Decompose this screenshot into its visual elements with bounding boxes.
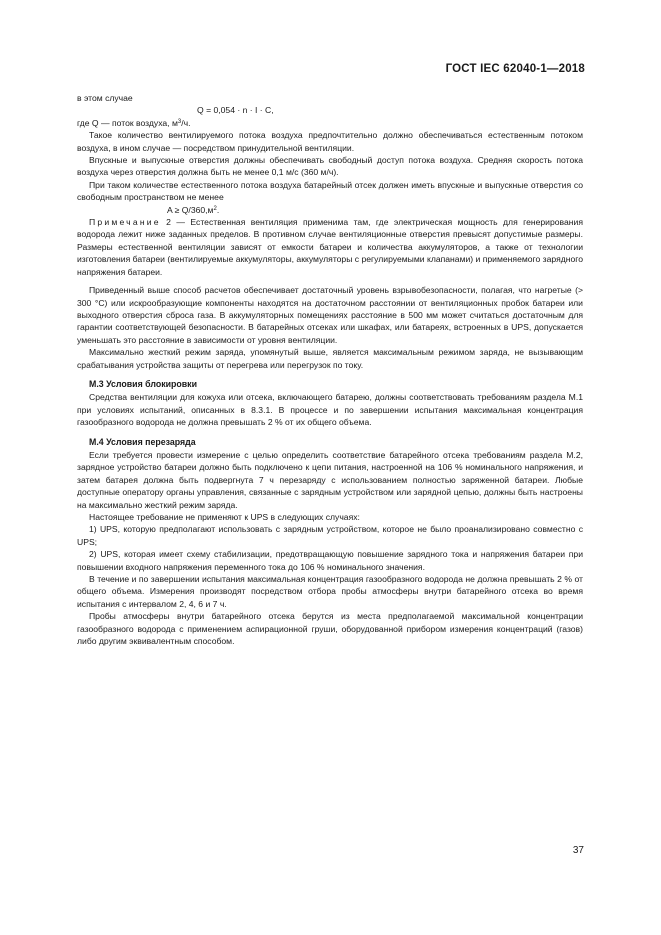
formula-area <box>77 204 583 216</box>
document-body <box>77 92 583 647</box>
page-number: 37 <box>572 845 584 856</box>
formula-end: . <box>216 204 220 215</box>
paragraph: Такое количество вентилируемого потока воздуха предпочтительно должно обеспечиваться естественным потоком воздуха, в ином случае — посредством принудительной вентиляции. <box>77 130 583 153</box>
paragraph: Впускные и выпускные отверстия должны обеспечивать свободный доступ потока воздуха. Средняя скорость потока воздуха через отверстия должна быть не менее 0,1 м/с (360 м/ч). <box>77 155 583 178</box>
paragraph: При таком количестве естественного потока воздуха батарейный отсек должен иметь впускные и выпускные отверстия со свободным пространством не менее <box>77 179 583 203</box>
section-heading-m3: М.3 Условия блокировки <box>89 378 197 389</box>
definition-text: где Q — поток воздуха, м <box>77 117 178 128</box>
paragraph: Пробы атмосферы внутри батарейного отсека берутся из места предполагаемой максимальной концентрации газообразного водорода с применением аспирационной груши, оборудованной прибором измерения концентраций (газов) либо другим эквивалентным способом. <box>77 611 583 647</box>
paragraph: Максимально жесткий режим заряда, упомянутый выше, является максимальным режимом заряда, не вызывающим срабатывания устройства защиты от перегрева или перегрузок по току. <box>77 347 583 370</box>
paragraph: В течение и по завершении испытания максимальная концентрация газообразного водорода не должна превышать 2 % от общего объема. Измерения производят посредством отбора пробы атмосферы внутри батарейного отсека во время испытания с интервалом 2, 4, 6 и 7 ч. <box>77 574 583 609</box>
definition-unit: /ч. <box>181 117 191 128</box>
paragraph: Настоящее требование не применяют к UPS в следующих случаях: <box>89 512 360 522</box>
formula-text: A ≥ Q/360,м <box>167 204 214 215</box>
superscript: 2 <box>213 205 217 212</box>
superscript: 3 <box>177 118 182 125</box>
paragraph: в этом случае <box>77 93 133 103</box>
list-item: 2) UPS, которая имеет схему стабилизации, предотвращающую повышение зарядного тока и напряжения батареи при повышении входного напряжения переменного тока до 106 % номинального значения. <box>77 549 583 572</box>
note-text: 2 — Естественная вентиляция применима там, где электрическая мощность для генерирования водорода лежит ниже заданных пределов. В противном случае вентиляционные отверстия превысят допустимые размеры. Размеры естественной вентиляции зависят от емкости батареи и количества аккумуляторов, а также от технологии изготовления батареи (вентилируемые аккумуляторы, аккумуляторы с регулируемыми клапанами) и применяемого зарядного напряжения батареи. <box>77 217 583 277</box>
note-label: Примечание <box>89 217 161 228</box>
paragraph: Если требуется провести измерение с целью определить соответствие батарейного отсека требованиям раздела М.2, зарядное устройство батареи должно быть подключено к цепи питания, настроенной на 106 % номинального напряжения, и затем батарея должна быть подвергнута 7 ч перезаряду с использованием полностью заряженной батареи. Любые доступные оператору органы управления, связанные с зарядным устройством или зарядной цепью, должны быть настроены на максимально жесткий режим заряда. <box>77 449 583 510</box>
formula-airflow <box>77 104 583 116</box>
note-paragraph <box>77 216 583 278</box>
list-item: 1) UPS, которую предполагают использовать с зарядным устройством, которое не было проанализировано совместно с UPS; <box>77 524 583 547</box>
section-heading-m4: М.4 Условия перезаряда <box>89 436 196 447</box>
paragraph: Средства вентиляции для кожуха или отсека, включающего батарею, должны соответствовать требованиям раздела М.1 при условиях испытаний, описанных в 8.3.1. В процессе и по завершении испытания максимальная концентрация газообразного водорода не должна превышать 2 % от их общего объема. <box>77 392 583 428</box>
formula-text: Q = 0,054 · n · I · C, <box>197 105 274 116</box>
paragraph-definition <box>77 117 583 129</box>
paragraph: Приведенный выше способ расчетов обеспечивает достаточный уровень взрывобезопасности, полагая, что нагретые (> 300 °C) или искрообразующие компоненты находятся на достаточном расстоянии от вентиляционных пробок батареи или выходного отверстия сброса газа. В аккумуляторных помещениях расстояние в 500 мм может считаться достаточным для гарантии соответствующей безопасности. В батарейных отсеках или шкафах, или батареях, встроенных в UPS, допускается уменьшать это расстояние в зависимости от уровня вентиляции. <box>77 285 583 345</box>
standard-header: ГОСТ IEC 62040-1—2018 <box>445 63 585 75</box>
